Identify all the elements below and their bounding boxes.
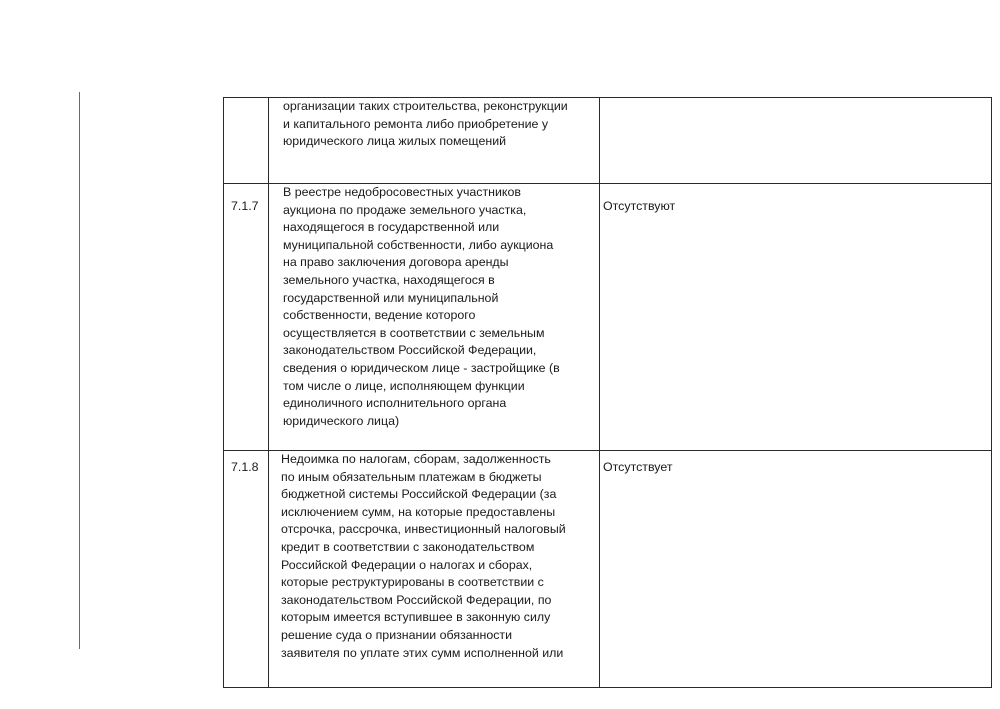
item-description: [269, 451, 600, 688]
description-line: исключением сумм, на которые предоставлены: [281, 504, 556, 519]
description-line: законодательством Российской Федерации,: [283, 343, 537, 358]
description-line: и капитального ремонта либо приобретение у: [283, 116, 549, 131]
description-line: единоличного исполнительного органа: [283, 396, 507, 411]
description-line: решение суда о признании обязанности: [281, 627, 513, 642]
item-number: 7.1.8: [224, 451, 269, 688]
description-line: на право заключения договора аренды: [283, 255, 509, 270]
description-line: законодательством Российской Федерации, по: [281, 592, 552, 607]
description-line: заявителя по уплате этих сумм исполненной или: [281, 645, 564, 660]
description-line: юридического лица): [283, 413, 400, 428]
table-row: [224, 451, 992, 688]
item-status: [600, 98, 992, 184]
description-line: сведения о юридическом лице - застройщике (в: [283, 360, 560, 375]
table-row: [224, 98, 992, 184]
item-description: [269, 98, 600, 184]
description-line: организации таких строительства, реконструкции: [283, 99, 568, 113]
description-line: собственности, ведение которого: [283, 308, 476, 323]
description-line: которые реструктурированы в соответствии с: [281, 575, 544, 590]
description-line: находящегося в государственной или: [283, 220, 500, 235]
description-line: по иным обязательным платежам в бюджеты: [281, 469, 542, 484]
description-line: Недоимка по налогам, сборам, задолженность: [281, 452, 551, 466]
description-line: Российской Федерации о налогах и сборах,: [281, 557, 533, 572]
description-line: государственной или муниципальной: [283, 290, 499, 305]
description-line: земельного участка, находящегося в: [283, 272, 495, 287]
description-line: том числе о лице, исполняющем функции: [283, 378, 525, 393]
table-row: [224, 184, 992, 451]
description-line: бюджетной системы Российской Федерации (за: [281, 487, 557, 502]
item-status: Отсутствуют: [600, 184, 992, 451]
description-line: юридического лица жилых помещений: [283, 134, 507, 149]
item-status: Отсутствует: [600, 451, 992, 688]
description-line: кредит в соответствии с законодательством: [281, 539, 535, 554]
item-description: [269, 184, 600, 451]
scan-margin-line: [79, 92, 80, 649]
description-line: которым имеется вступившее в законную силу: [281, 610, 551, 625]
item-number: 7.1.7: [224, 184, 269, 451]
item-number: [224, 98, 269, 184]
description-line: В реестре недобросовестных участников: [283, 185, 521, 199]
description-line: муниципальной собственности, либо аукциона: [283, 237, 554, 252]
description-line: аукциона по продаже земельного участка,: [283, 202, 527, 217]
description-line: осуществляется в соответствии с земельным: [283, 325, 545, 340]
document-table: [223, 97, 992, 688]
description-line: отсрочка, рассрочка, инвестиционный налоговый: [281, 522, 566, 537]
